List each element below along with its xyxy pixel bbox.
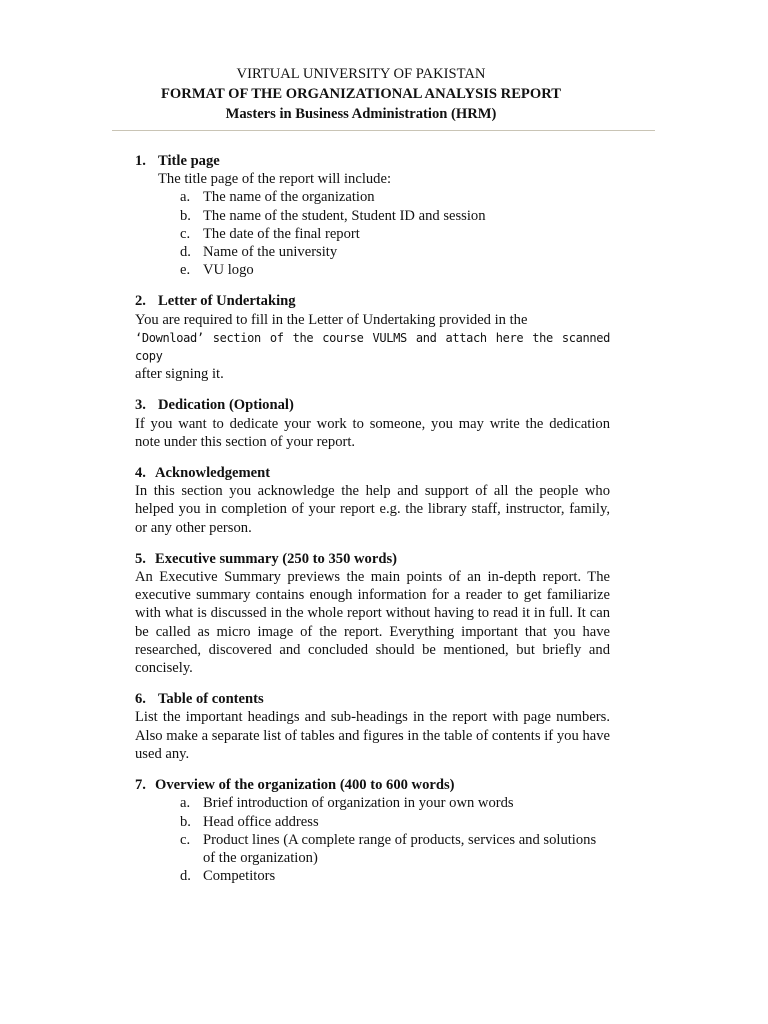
list-letter: b. — [180, 813, 191, 830]
section-title: Overview of the organization (400 to 600 words) — [155, 777, 455, 794]
section-body: List the important headings and sub-headings in the report with page numbers. Also make a separate list of tables and figures in the table of contents if you have used any. — [135, 709, 610, 762]
section-number: 6. — [135, 691, 146, 708]
section-title: Acknowledgement — [155, 465, 271, 482]
section-number: 7. — [135, 777, 146, 794]
section-body: An Executive Summary previews the main points of an in-depth report. The executive summary contains enough information for a reader to get familiarize with what is discussed in the whole report without having to read it in full. It can be called as micro image of the report. Everything important that you have researched, discovered and concluded should be mentioned, but briefly and concisely. — [135, 569, 610, 677]
section-heading — [135, 464, 610, 482]
list-text: VU logo — [203, 262, 254, 279]
list-letter: d. — [180, 868, 191, 885]
list-text: The date of the final report — [203, 225, 360, 242]
section-table-of-contents — [135, 690, 610, 763]
section-number: 1. — [135, 153, 146, 169]
section-overview-of-organization — [135, 776, 610, 885]
list-item — [180, 225, 610, 243]
section-heading — [135, 396, 610, 414]
section-heading — [135, 776, 610, 794]
list-text: Brief introduction of organization in your own words — [203, 795, 514, 812]
section-body — [135, 311, 610, 384]
program-name: Masters in Business Administration (HRM) — [225, 106, 497, 122]
list-letter: c. — [180, 831, 191, 848]
section-title: Dedication (Optional) — [158, 397, 294, 414]
list-text: Product lines (A complete range of products, services and solutions of the organization) — [203, 831, 597, 866]
section-heading — [135, 690, 610, 708]
list-letter: a. — [180, 189, 191, 206]
section-letter-of-undertaking — [135, 292, 610, 383]
section-title: Executive summary (250 to 350 words) — [155, 550, 397, 567]
list-text: The name of the organization — [203, 189, 375, 206]
document-header — [0, 64, 722, 124]
section-acknowledgement — [135, 464, 610, 537]
body-line: ‘Download’ section of the course VULMS and attach here the scanned copy — [135, 330, 610, 364]
report-format-title: FORMAT OF THE ORGANIZATIONAL ANALYSIS REPORT — [161, 86, 561, 102]
list-text: Competitors — [203, 868, 276, 885]
body-line: after signing it. — [135, 366, 224, 383]
section-number: 2. — [135, 293, 146, 310]
list-item — [180, 867, 610, 885]
list-text: Name of the university — [203, 244, 338, 261]
header-divider — [112, 130, 655, 131]
section-title-page — [135, 152, 610, 279]
section-body: In this section you acknowledge the help and support of all the people who helped you in completion of your report e.g. the library staff, instructor, family, or any other person. — [135, 483, 610, 536]
document-body — [135, 152, 610, 885]
overview-list — [135, 794, 610, 885]
section-title: Title page — [158, 153, 220, 169]
section-number: 4. — [135, 465, 146, 482]
body-line: You are required to fill in the Letter of Undertaking provided in the — [135, 311, 528, 328]
section-executive-summary — [135, 550, 610, 677]
section-dedication — [135, 396, 610, 451]
list-letter: a. — [180, 795, 191, 812]
university-name: VIRTUAL UNIVERSITY OF PAKISTAN — [236, 66, 486, 82]
section-number: 5. — [135, 550, 146, 567]
list-letter: b. — [180, 207, 191, 224]
list-letter: e. — [180, 262, 191, 279]
list-text: Head office address — [203, 813, 319, 830]
section-heading — [135, 550, 610, 568]
section-heading — [135, 152, 610, 170]
section-body: If you want to dedicate your work to someone, you may write the dedication note under this section of your report. — [135, 415, 610, 450]
list-text: The name of the student, Student ID and session — [203, 207, 486, 224]
list-item — [180, 831, 610, 867]
section-title: Table of contents — [158, 691, 264, 708]
list-item — [180, 261, 610, 279]
list-item — [180, 813, 610, 831]
list-letter: c. — [180, 225, 191, 242]
section-number: 3. — [135, 397, 146, 414]
title-page-list — [135, 188, 610, 279]
list-item — [180, 243, 610, 261]
list-item — [180, 188, 610, 206]
section-heading — [135, 292, 610, 310]
list-item — [180, 794, 610, 812]
list-letter: d. — [180, 244, 191, 261]
section-intro: The title page of the report will include: — [158, 171, 392, 188]
list-item — [180, 207, 610, 225]
section-title: Letter of Undertaking — [158, 293, 296, 310]
